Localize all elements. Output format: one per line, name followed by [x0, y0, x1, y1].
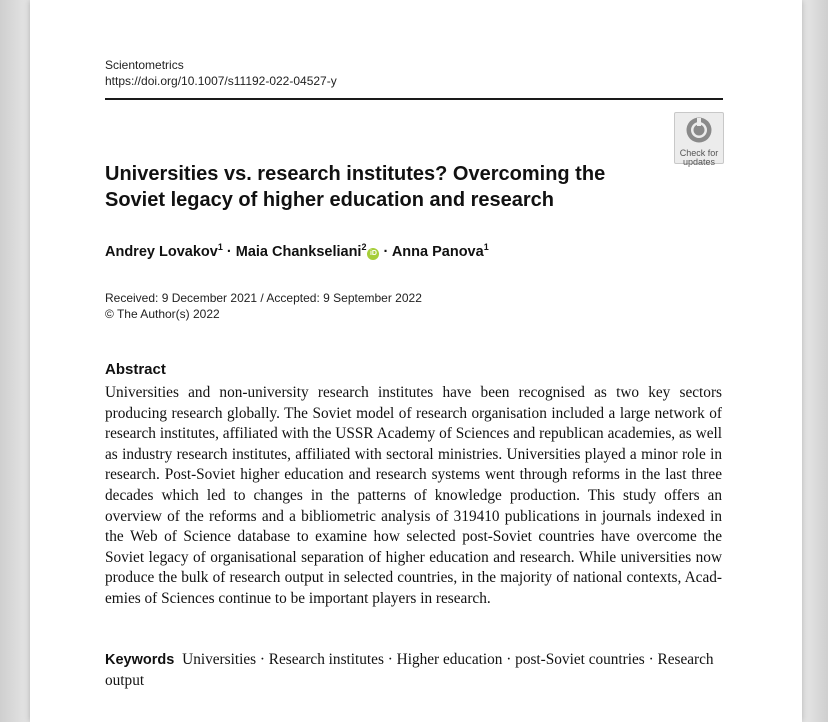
author-name: Andrey Lovakov — [105, 244, 218, 260]
copyright-notice: © The Author(s) 2022 — [105, 307, 220, 321]
keywords-section — [105, 650, 722, 691]
author-affiliation: 2 — [361, 242, 367, 252]
author-name: Maia Chankseliani — [235, 244, 362, 260]
keywords-label: Keywords — [105, 652, 175, 668]
background-left — [0, 0, 30, 722]
author-list — [105, 242, 489, 260]
doi-link[interactable]: https://doi.org/10.1007/s11192-022-04527-y — [105, 74, 337, 88]
keywords-list: Universities · Research institutes · Higher education · post-Soviet countries · Research output — [105, 651, 714, 689]
check-for-updates-icon — [685, 116, 713, 144]
background-right — [802, 0, 828, 722]
abstract-text: Universities and non-university research institutes have been recognised as two key sectors producing research globally. The Soviet model of research organisation included a large network of research institutes, affiliated with the USSR Academy of Sciences and republican academies, as well as industry research institutes, affiliated with sectoral ministries. Universities played a minor role in research. Post-Soviet higher education and research systems went through reforms in the last three decades which led to changes in the patterns of knowledge production. This study offers an overview of the reforms and a bibliometric analysis of 319410 publications in journals indexed in the Web of Science database to examine how selected post-Soviet countries have overcome the Soviet legacy of organisational separation of higher education and research. While universities now produce the bulk of research output in selected countries, in the majority of national contexts, Academies of Sciences continue to be important players in research. — [105, 384, 722, 607]
author-affiliation: 1 — [483, 242, 489, 252]
abstract-heading: Abstract — [105, 361, 166, 378]
badge-label-line2: updates — [682, 157, 716, 167]
author-separator: · — [222, 244, 236, 260]
header-divider — [105, 98, 723, 100]
check-for-updates-badge[interactable] — [674, 112, 724, 167]
journal-name: Scientometrics — [105, 58, 184, 72]
paper-title: Universities vs. research institutes? Overcoming the Soviet legacy of higher education and research — [105, 163, 606, 211]
author-separator: · — [379, 244, 392, 260]
paper-page — [30, 0, 802, 722]
received-accepted-dates: Received: 9 December 2021 / Accepted: 9 September 2022 — [105, 291, 422, 305]
author-name: Anna Panova — [391, 244, 484, 260]
badge-label-line1: Check for — [679, 148, 719, 158]
orcid-icon[interactable]: iD — [367, 248, 379, 260]
author-affiliation: 1 — [217, 242, 223, 252]
